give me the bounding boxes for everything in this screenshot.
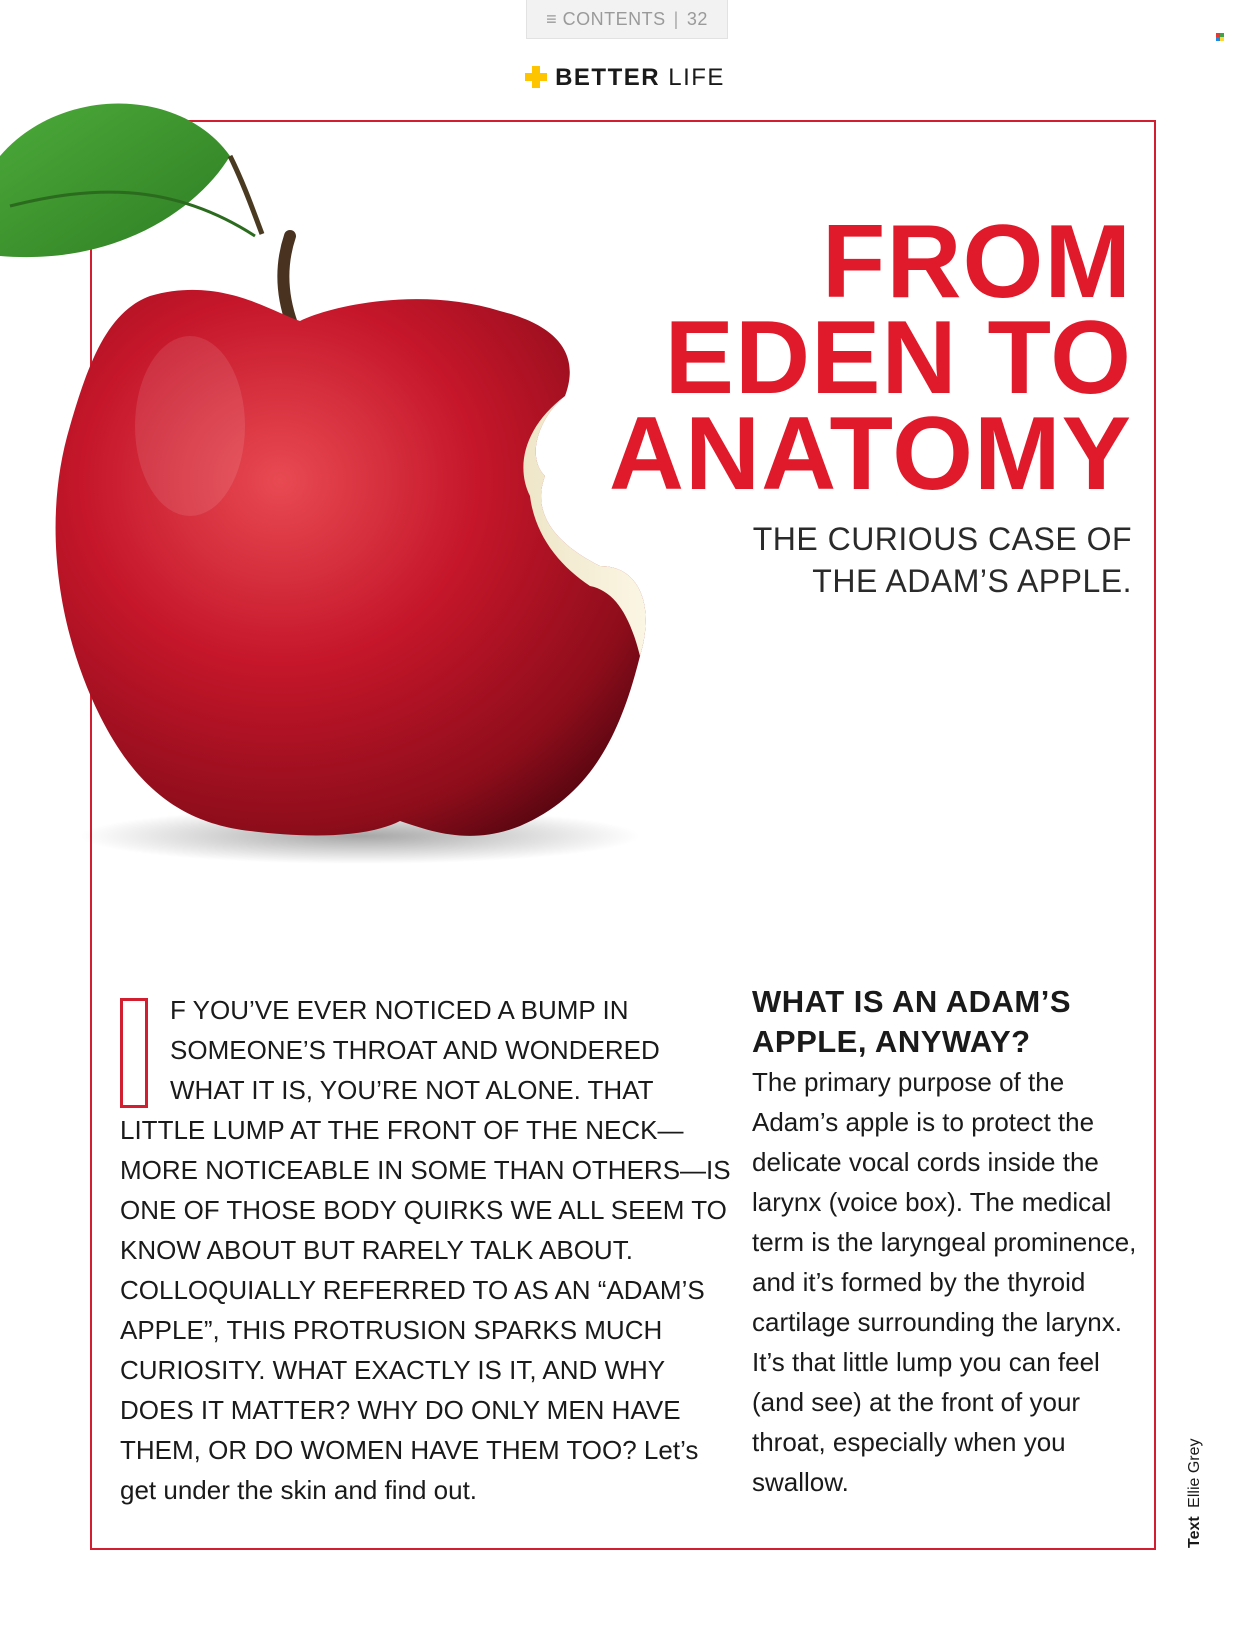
- subhead-line-2: THE ADAM’S APPLE.: [812, 563, 1132, 599]
- intro-column: [120, 990, 732, 1510]
- sidebar-column: [752, 982, 1152, 1502]
- intro-closing: Let’s get under the skin and find out.: [120, 1435, 699, 1505]
- plus-icon: [525, 66, 547, 88]
- drop-cap-i: [120, 998, 148, 1108]
- intro-text: F YOU’VE EVER NOTICED A BUMP IN SOMEONE’S THROAT AND WONDERED WHAT IT IS, YOU’RE NOT ALONE. THAT LITTLE LUMP AT THE FRONT OF THE NECK—MORE NOTICEABLE IN SOME THAN OTHERS—IS ONE OF THOSE BODY QUIRKS WE ALL SEEM TO KNOW ABOUT BUT RARELY TALK ABOUT. COLLOQUIALLY REFERRED TO AS AN “ADAM’S APPLE”, THIS PROTRUSION SPARKS MUCH CURIOSITY. WHAT EXACTLY IS IT, AND WHY DOES IT MATTER? WHY DO ONLY MEN HAVE THEM, OR DO WOMEN HAVE THEM TOO?: [120, 995, 731, 1465]
- contents-separator: |: [673, 8, 679, 29]
- headline: [608, 204, 1132, 512]
- contents-tab[interactable]: [526, 0, 728, 39]
- section-label-bold: BETTER: [555, 64, 661, 91]
- contents-label: ≡ CONTENTS: [546, 8, 666, 29]
- credit-label: Text: [1186, 1516, 1203, 1548]
- author-credit: [1186, 1438, 1204, 1548]
- headline-line-1: FROM: [821, 204, 1132, 320]
- headline-line-3: ANATOMY: [608, 396, 1132, 512]
- subhead-line-1: THE CURIOUS CASE OF: [752, 521, 1132, 557]
- apple-illustration: [0, 96, 680, 896]
- sidebar-heading: WHAT IS AN ADAM’S APPLE, ANYWAY?: [752, 984, 1072, 1059]
- section-label-rest: LIFE: [660, 64, 725, 91]
- subheadline: [753, 518, 1132, 602]
- page-number: 32: [686, 8, 708, 29]
- section-label: [0, 64, 1250, 92]
- credit-author: Ellie Grey: [1186, 1438, 1203, 1508]
- corner-dots-icon: [1216, 33, 1224, 41]
- sidebar-body: The primary purpose of the Adam’s apple is to protect the delicate vocal cords inside the larynx (voice box). The medical term is the laryngeal prominence, and it’s formed by the thyroid cartilage surrounding the larynx. It’s that little lump you can feel (and see) at the front of your throat, especially when you swallow.: [752, 1067, 1137, 1497]
- headline-line-2: EDEN TO: [664, 300, 1132, 416]
